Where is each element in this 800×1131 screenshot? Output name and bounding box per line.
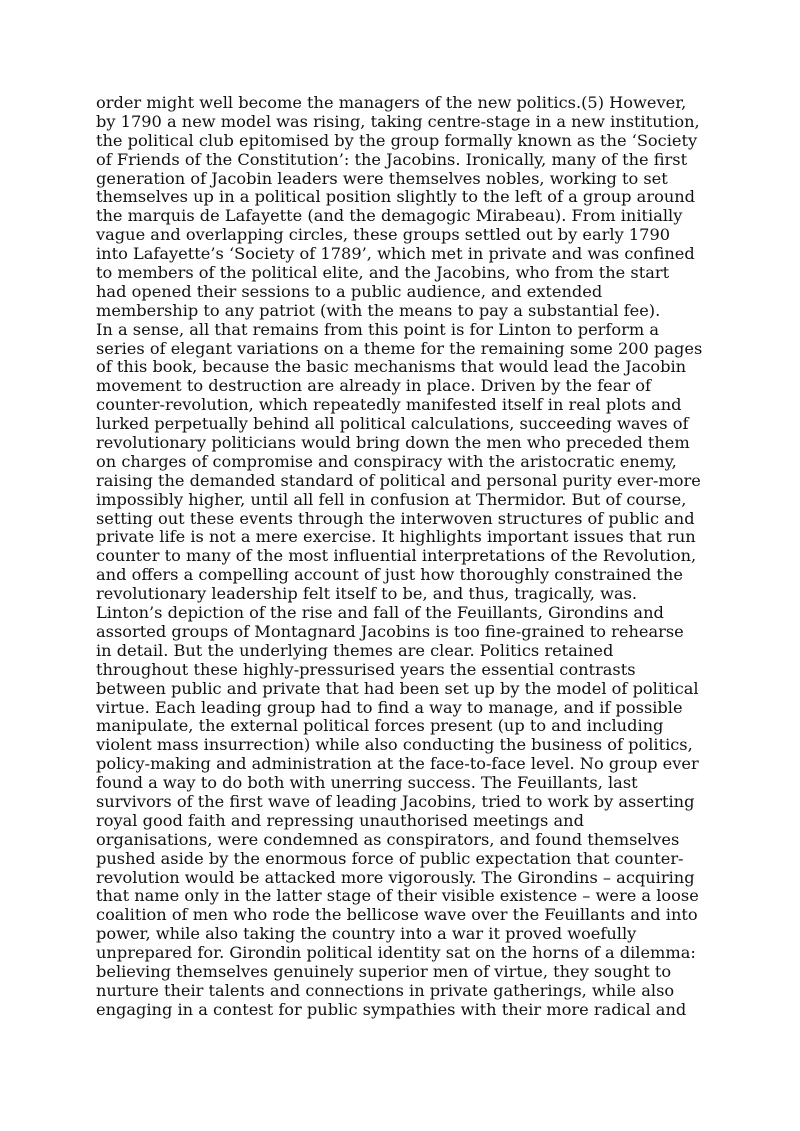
text-line: the marquis de Lafayette (and the demagogic Mirabeau). From initially [96, 206, 683, 226]
text-line: on charges of compromise and conspiracy with the aristocratic enemy, [96, 451, 677, 471]
text-line: in detail. But the underlying themes are clear. Politics retained [96, 640, 614, 660]
text-line: organisations, were condemned as conspirators, and found themselves [96, 829, 680, 849]
text-line: revolutionary politicians would bring down the men who preceded them [96, 433, 690, 453]
text-line: series of elegant variations on a theme for the remaining some 200 pages [96, 338, 703, 358]
text-line: royal good faith and repressing unauthorised meetings and [96, 810, 584, 830]
text-line: assorted groups of Montagnard Jacobins is too fine-grained to rehearse [96, 621, 684, 641]
text-line: In a sense, all that remains from this point is for Linton to perform a [96, 319, 660, 339]
text-line: revolutionary leadership felt itself to be, and thus, tragically, was. [96, 584, 638, 604]
text-line: movement to destruction are already in place. Driven by the fear of [96, 376, 651, 396]
text-line: to members of the political elite, and the Jacobins, who from the start [96, 263, 670, 283]
text-line: virtue. Each leading group had to find a way to manage, and if possible [96, 697, 683, 717]
text-line: raising the demanded standard of political and personal purity ever-more [96, 470, 701, 490]
text-line: of Friends of the Constitution’: the Jacobins. Ironically, many of the first [96, 149, 688, 169]
text-line: survivors of the first wave of leading Jacobins, tried to work by asserting [96, 791, 695, 811]
text-line: vague and overlapping circles, these groups settled out by early 1790 [96, 225, 671, 245]
text-line: counter-revolution, which repeatedly manifested itself in real plots and [96, 395, 682, 415]
text-line: order might well become the managers of the new politics.(5) However, [96, 93, 687, 112]
text-line: of this book, because the basic mechanisms that would lead the Jacobin [96, 357, 687, 377]
text-line: into Lafayette’s ‘Society of 1789’, which met in private and was confined [96, 244, 695, 264]
text-line: and offers a compelling account of just how thoroughly constrained the [96, 565, 683, 585]
text-line: private life is not a mere exercise. It highlights important issues that run [96, 527, 696, 547]
text-line: membership to any patriot (with the means to pay a substantial fee). [96, 300, 661, 320]
text-line: throughout these highly-pressurised years the essential contrasts [96, 659, 636, 679]
text-line: nurture their talents and connections in private gatherings, while also [96, 980, 675, 1000]
text-line: counter to many of the most influential interpretations of the Revolution, [96, 546, 697, 566]
text-line: unprepared for. Girondin political identity sat on the horns of a dilemma: [96, 943, 696, 963]
text-line: themselves up in a political position slightly to the left of a group around [96, 187, 696, 207]
text-line: coalition of men who rode the bellicose wave over the Feuillants and into [96, 905, 698, 925]
text-line: Linton’s depiction of the rise and fall of the Feuillants, Girondins and [96, 603, 664, 623]
text-line: setting out these events through the interwoven structures of public and [96, 508, 695, 528]
text-line: policy-making and administration at the face-to-face level. No group ever [96, 754, 699, 774]
text-line: impossibly higher, until all fell in confusion at Thermidor. But of course, [96, 489, 687, 509]
text-line: that name only in the latter stage of their visible existence – were a loose [96, 886, 699, 906]
text-line: generation of Jacobin leaders were themselves nobles, working to set [96, 168, 668, 188]
text-line: power, while also taking the country into a war it proved woefully [96, 924, 637, 944]
text-line: found a way to do both with unerring success. The Feuillants, last [96, 773, 638, 793]
text-line: the political club epitomised by the group formally known as the ‘Society [96, 130, 698, 150]
text-line: engaging in a contest for public sympathies with their more radical and [96, 999, 687, 1019]
text-line: revolution would be attacked more vigorously. The Girondins – acquiring [96, 867, 695, 887]
body-text [96, 94, 716, 1020]
text-line: violent mass insurrection) while also conducting the business of politics, [96, 735, 693, 755]
text-line: by 1790 a new model was rising, taking centre-stage in a new institution, [96, 111, 700, 131]
text-line: manipulate, the external political forces present (up to and including [96, 716, 664, 736]
text-line: had opened their sessions to a public audience, and extended [96, 281, 603, 301]
text-line: believing themselves genuinely superior men of virtue, they sought to [96, 961, 672, 981]
text-line: pushed aside by the enormous force of public expectation that counter- [96, 848, 684, 868]
text-line: lurked perpetually behind all political calculations, succeeding waves of [96, 414, 689, 434]
text-line: between public and private that had been set up by the model of political [96, 678, 699, 698]
